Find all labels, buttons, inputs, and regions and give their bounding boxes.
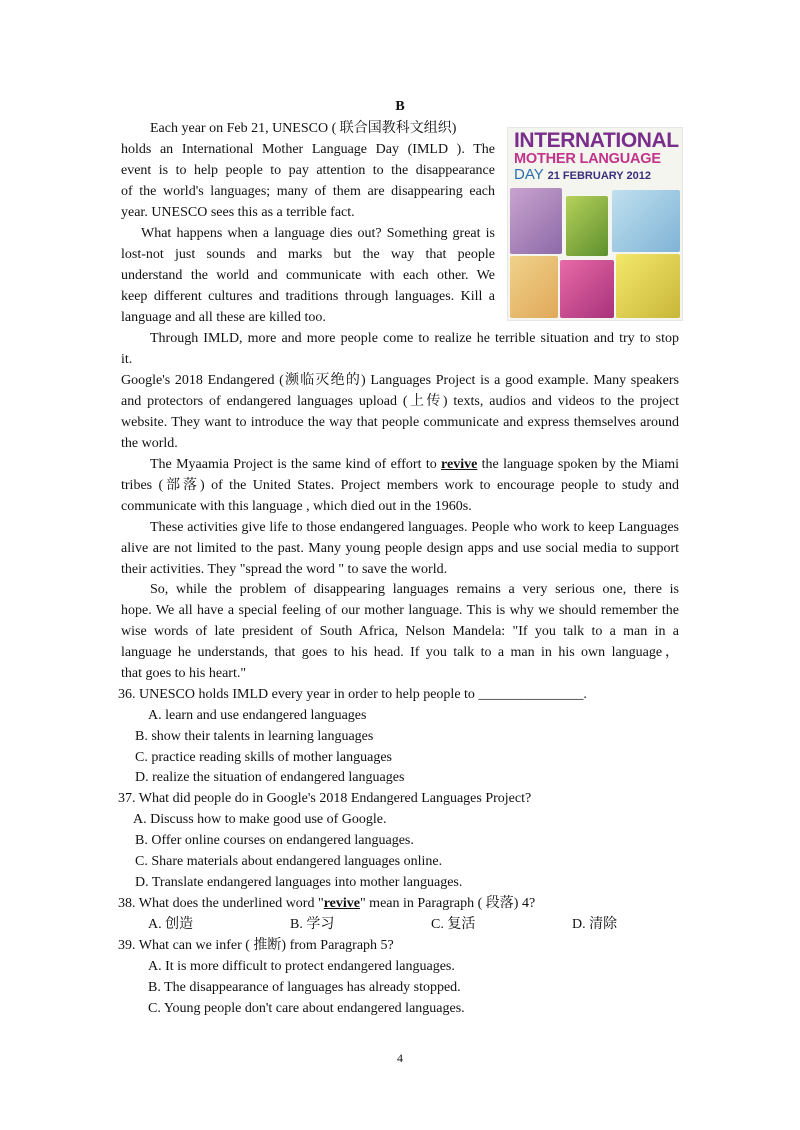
question-38-option-d: D. 清除 [572,917,618,932]
passage-line: the world. [121,436,178,451]
question-38-stem [118,894,535,914]
passage-line: Each year on Feb 21, UNESCO ( 联合国教科文组织) [150,121,457,136]
imld-poster-image [507,127,683,321]
photo-tile [510,188,562,254]
passage-line: and protectors of endangered languages upload (上传) texts, audios and videos to the project [121,394,679,409]
passage-line: Google's 2018 Endangered (濒临灭绝的) Languages Project is a good example. Many speakers [121,373,679,388]
photo-tile [560,260,614,318]
passage-line: alive are not limited to the past. Many young people design apps and use social media to support [121,541,679,556]
passage-text: the language spoken by the Miami [477,457,679,472]
passage-line: So, while the problem of disappearing languages remains a very serious one, there is [150,582,679,597]
passage-line: event is to help people to pay attention to the disappearance [121,163,495,178]
question-39-stem: 39. What can we infer ( 推断) from Paragraph 5? [118,938,394,953]
question-text: 38. What does the underlined word " [118,896,324,911]
passage-line: holds an International Mother Language Day (IMLD ). The [121,142,495,157]
question-36-option-b: B. show their talents in learning languages [135,729,374,744]
passage-line: communicate with this language , which died out in the 1960s. [121,499,472,514]
question-38-option-a: A. 创造 [148,917,194,932]
passage-line: that goes to his heart." [121,666,247,681]
photo-tile [612,190,680,252]
question-36-option-d: D. realize the situation of endangered languages [135,770,405,785]
question-36-option-c: C. practice reading skills of mother languages [135,750,392,765]
section-heading: B [395,99,405,114]
question-36-stem: 36. UNESCO holds IMLD every year in order to help people to _______________. [118,687,587,702]
passage-text: The Myaamia Project is the same kind of effort to [150,457,442,472]
question-37-option-b: B. Offer online courses on endangered languages. [135,833,414,848]
question-37-stem: 37. What did people do in Google's 2018 Endangered Languages Project? [118,791,532,806]
photo-tile [616,254,680,318]
passage-line: hope. We all have a special feeling of our mother language. This is why we should remember the [121,603,679,618]
question-37-option-a: A. Discuss how to make good use of Google. [133,812,387,827]
poster-title-line3 [514,166,651,183]
question-38-option-b: B. 学习 [290,917,335,932]
question-36-option-a: A. learn and use endangered languages [148,708,367,723]
passage-line: What happens when a language dies out? Something great is [141,226,495,241]
passage-line: keep different cultures and traditions through languages. Kill a [121,289,495,304]
passage-line: wise words of late president of South Africa, Nelson Mandela: "If you talk to a man in a [121,624,679,639]
passage-line: it. [121,352,133,367]
question-37-option-d: D. Translate endangered languages into mother languages. [135,875,463,890]
passage-line: Through IMLD, more and more people come to realize he terrible situation and try to stop [150,331,679,346]
photo-tile [566,196,608,256]
poster-date: 21 FEBRUARY 2012 [547,170,651,182]
passage-line: tribes (部落) of the United States. Project members work to encourage people to study and [121,478,679,493]
question-text: " mean in Paragraph ( 段落) 4? [359,896,536,911]
poster-title-line2: MOTHER LANGUAGE [514,151,661,167]
passage-line: their activities. They "spread the word " to save the world. [121,562,448,577]
passage-line: These activities give life to those endangered languages. People who work to keep Languages [150,520,679,535]
photo-tile [510,256,558,318]
passage-line: lost-not just sounds and marks but the way that people [121,247,495,262]
passage-line: website. They want to introduce the way that people communicate and express themselves around [121,415,679,430]
page-number: 4 [397,1051,403,1065]
passage-line: language he understands, that goes to his head. If you talk to a man in his own language， [121,645,679,660]
underlined-word: revive [323,896,360,911]
underlined-word: revive [441,457,478,472]
question-37-option-c: C. Share materials about endangered languages online. [135,854,443,869]
question-39-option-c: C. Young people don't care about endangered languages. [148,1001,465,1016]
poster-title-line1: INTERNATIONAL [514,129,679,152]
question-39-option-a: A. It is more difficult to protect endangered languages. [148,959,455,974]
passage-line [150,455,679,475]
passage-line: of the world's languages; many of them are disappearing each [121,184,495,199]
question-38-option-c: C. 复活 [431,917,476,932]
question-39-option-b: B. The disappearance of languages has already stopped. [148,980,461,995]
passage-line: language and all these are killed too. [121,310,326,325]
poster-day: DAY [514,166,544,183]
passage-line: understand the world and communicate with each other. We [121,268,495,283]
passage-line: year. UNESCO sees this as a terrible fact. [121,205,355,220]
